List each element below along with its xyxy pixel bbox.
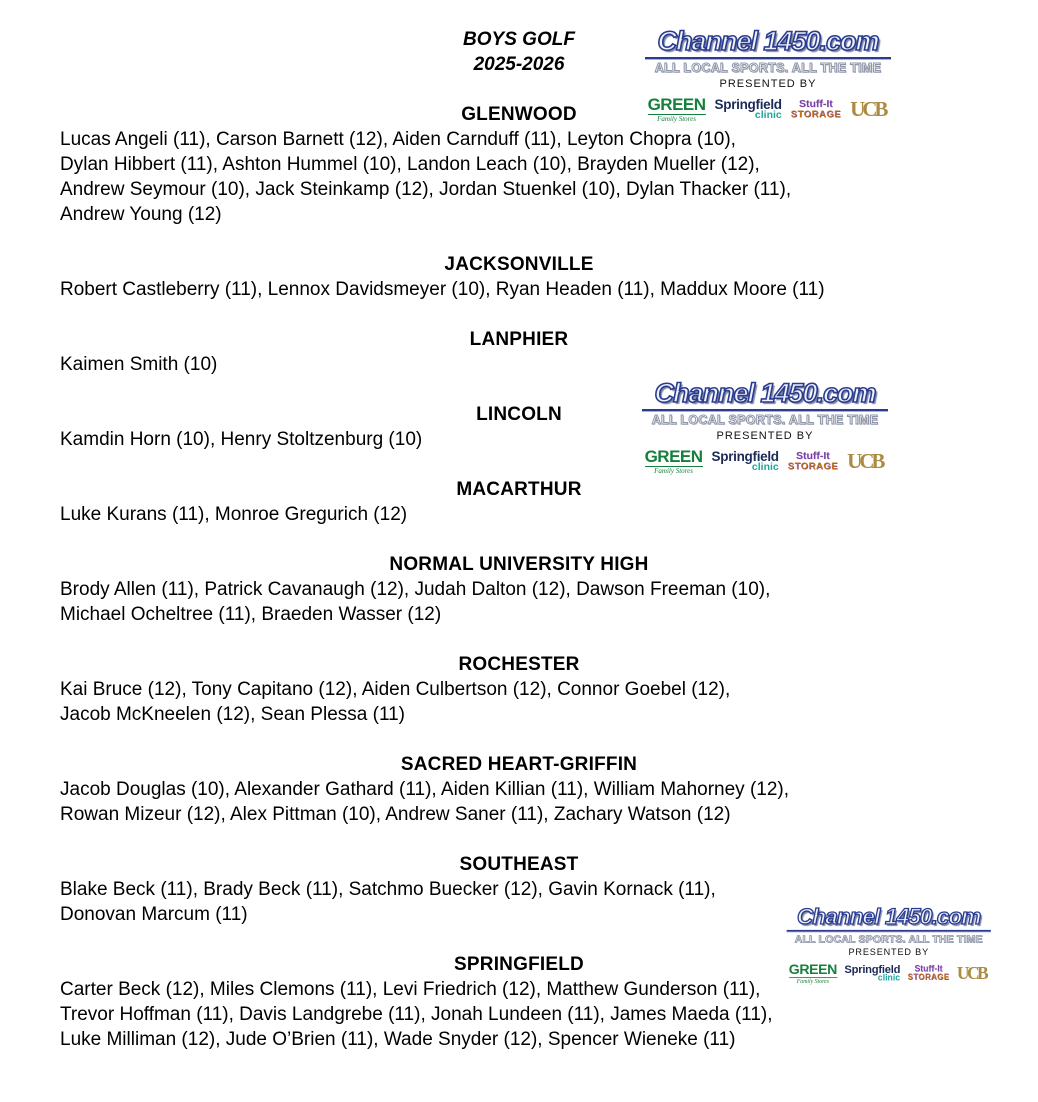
green-family-stores-sub: Family Stores — [796, 977, 829, 985]
stuffit-wordmark: Stuff-It — [914, 963, 943, 974]
stuffit-storage-logo — [788, 451, 838, 472]
ucb-logo: UCB — [956, 962, 987, 983]
presented-by-label: PRESENTED BY — [716, 430, 814, 442]
channel1450-logo — [785, 905, 993, 985]
green-family-stores-logo — [645, 448, 703, 475]
roster-line: Blake Beck (11), Brady Beck (11), Satchmo Buecker (12), Gavin Kornack (11), — [60, 879, 716, 900]
storage-sub: STORAGE — [787, 461, 839, 472]
roster-line: Rowan Mizeur (12), Alex Pittman (10), Andrew Saner (11), Zachary Watson (12) — [60, 804, 731, 825]
stuffit-storage-logo — [791, 99, 841, 120]
roster-line: Lucas Angeli (11), Carson Barnett (12), Aiden Carnduff (11), Leyton Chopra (10), — [60, 129, 736, 150]
school-header: NORMAL UNIVERSITY HIGH — [389, 554, 649, 575]
roster-line: Andrew Young (12) — [60, 204, 222, 225]
school-section — [60, 252, 978, 302]
springfield-wordmark: Springfield — [844, 962, 901, 976]
roster-line: Robert Castleberry (11), Lennox Davidsmeyer (10), Ryan Headen (11), Maddux Moore (11) — [60, 279, 825, 300]
roster-line: Jacob McKneelen (12), Sean Plessa (11) — [60, 704, 405, 725]
school-header: SACRED HEART-GRIFFIN — [400, 754, 638, 775]
roster-line: Luke Kurans (11), Monroe Gregurich (12) — [60, 504, 408, 525]
roster-line: Jacob Douglas (10), Alexander Gathard (11), Aiden Killian (11), William Mahorney (12), — [60, 779, 790, 800]
storage-sub: STORAGE — [907, 973, 950, 983]
school-header: LANPHIER — [469, 329, 569, 350]
school-header: ROCHESTER — [458, 654, 580, 675]
school-section — [60, 652, 978, 727]
stuffit-wordmark: Stuff-It — [795, 449, 830, 462]
ucb-logo: UCB — [850, 96, 886, 121]
sponsor-logos-row — [643, 95, 893, 123]
channel1450-wordmark: Channel 1450.com — [657, 26, 879, 56]
page-season: 2025-2026 — [473, 54, 565, 75]
school-header: LINCOLN — [476, 404, 562, 425]
channel1450-wordmark: Channel 1450.com — [654, 378, 876, 408]
green-family-stores-sub: Family Stores — [657, 114, 696, 123]
logo-tagline: ALL LOCAL SPORTS. ALL THE TIME — [794, 933, 983, 945]
logo-underline — [787, 930, 991, 932]
school-header: JACKSONVILLE — [444, 254, 594, 275]
clinic-sub: clinic — [754, 109, 782, 121]
roster-line: Kamdin Horn (10), Henry Stoltzenburg (10) — [60, 429, 423, 450]
ucb-logo: UCB — [847, 448, 883, 473]
springfield-wordmark: Springfield — [711, 448, 779, 464]
green-family-stores-logo — [789, 962, 837, 984]
green-wordmark: GREEN — [647, 94, 706, 114]
logo-tagline: ALL LOCAL SPORTS. ALL THE TIME — [654, 61, 882, 75]
roster-line: Kai Bruce (12), Tony Capitano (12), Aiden Culbertson (12), Connor Goebel (12), — [60, 679, 731, 700]
school-section — [60, 477, 978, 527]
school-header: GLENWOOD — [461, 104, 577, 125]
stuffit-storage-logo — [908, 964, 950, 981]
page-title: BOYS GOLF — [463, 29, 575, 50]
channel1450-wordmark: Channel 1450.com — [796, 904, 981, 930]
green-family-stores-sub: Family Stores — [654, 466, 693, 475]
roster-line: Brody Allen (11), Patrick Cavanaugh (12), Judah Dalton (12), Dawson Freeman (10), — [60, 579, 771, 600]
clinic-sub: clinic — [751, 461, 779, 473]
logo-underline — [642, 409, 888, 411]
roster-line: Trevor Hoffman (11), Davis Landgrebe (11), Jonah Lundeen (11), James Maeda (11), — [60, 1004, 773, 1025]
springfield-clinic-logo — [712, 450, 779, 473]
stuffit-wordmark: Stuff-It — [798, 97, 833, 110]
presented-by-label: PRESENTED BY — [848, 947, 929, 958]
clinic-sub: clinic — [877, 973, 901, 984]
roster-line: Donovan Marcum (11) — [60, 904, 248, 925]
springfield-clinic-logo — [844, 964, 900, 983]
logo-tagline: ALL LOCAL SPORTS. ALL THE TIME — [651, 413, 879, 427]
roster-line: Luke Milliman (12), Jude O’Brien (11), Wade Snyder (12), Spencer Wieneke (11) — [60, 1029, 736, 1050]
roster-line: Kaimen Smith (10) — [60, 354, 218, 375]
school-section — [60, 752, 978, 827]
storage-sub: STORAGE — [790, 109, 842, 120]
school-section — [60, 552, 978, 627]
green-family-stores-logo — [648, 96, 706, 123]
roster-line: Andrew Seymour (10), Jack Steinkamp (12), Jordan Stuenkel (10), Dylan Thacker (11), — [60, 179, 792, 200]
roster-line: Carter Beck (12), Miles Clemons (11), Levi Friedrich (12), Matthew Gunderson (11), — [60, 979, 761, 1000]
school-header: MACARTHUR — [456, 479, 582, 500]
springfield-clinic-logo — [715, 98, 782, 121]
sponsor-logos-row — [640, 447, 890, 475]
channel1450-logo — [640, 379, 890, 475]
green-wordmark: GREEN — [644, 446, 703, 466]
sponsor-logos-row — [785, 961, 993, 984]
school-header: SPRINGFIELD — [454, 954, 584, 975]
springfield-wordmark: Springfield — [714, 96, 782, 112]
school-header: SOUTHEAST — [459, 854, 579, 875]
roster-line: Dylan Hibbert (11), Ashton Hummel (10), Landon Leach (10), Brayden Mueller (12), — [60, 154, 760, 175]
logo-underline — [645, 57, 891, 59]
channel1450-logo — [643, 27, 893, 123]
school-section — [60, 327, 978, 377]
presented-by-label: PRESENTED BY — [719, 78, 817, 90]
green-wordmark: GREEN — [788, 961, 837, 977]
roster-line: Michael Ocheltree (11), Braeden Wasser (12) — [60, 604, 442, 625]
